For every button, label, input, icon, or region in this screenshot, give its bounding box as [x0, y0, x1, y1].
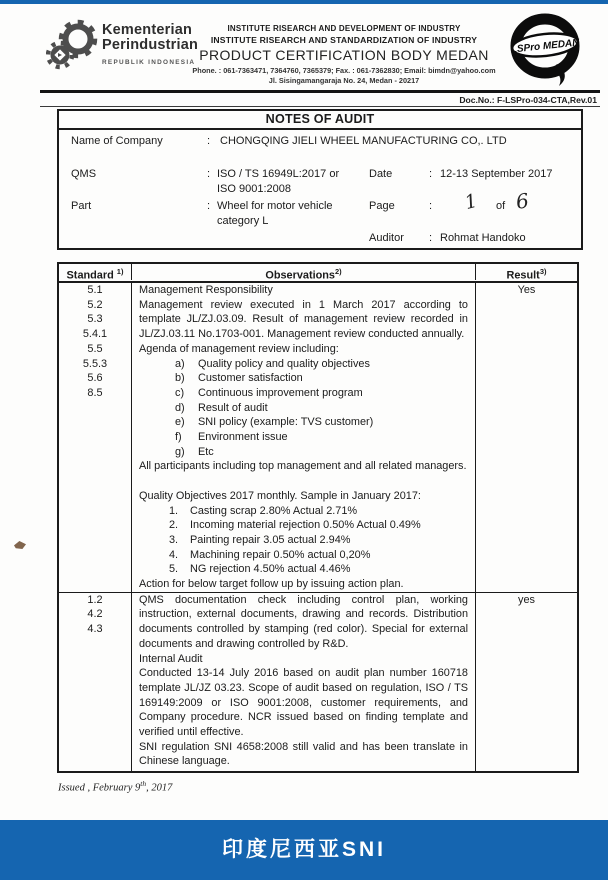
- list-marker: f): [175, 431, 182, 444]
- svg-text:LSPro MEDAN: LSPro MEDAN: [510, 37, 580, 56]
- obs-objectives-intro: Quality Objectives 2017 monthly. Sample in January 2017:: [139, 489, 421, 502]
- issued-prefix: Issued , February 9: [58, 782, 141, 794]
- part-value-line1: Wheel for motor vehicle: [217, 200, 333, 212]
- page-current-handwritten: 1: [462, 189, 480, 215]
- list-text: Continuous improvement program: [198, 386, 363, 399]
- list-item: [169, 533, 468, 548]
- standard-ref: 4.3: [87, 623, 103, 636]
- issued-ordinal: th: [140, 779, 147, 788]
- obs-paragraph: Management review executed in 1 March 2017 according to template JL/ZJ.03.09. Result of management review recorded in JL/ZJ.03.11 No.1703-001. Management review conducted annually.: [139, 298, 468, 341]
- list-text: Customer satisfaction: [198, 372, 303, 385]
- obs-subtitle: Internal Audit: [139, 652, 203, 665]
- list-item: [175, 415, 468, 430]
- list-item: [169, 562, 468, 577]
- obs-title: Management Responsibility: [139, 284, 273, 296]
- standard-cell: [59, 593, 132, 771]
- col-header-standard: [59, 264, 132, 280]
- doc-number: Doc.No.: F-LSPro-034-CTA,Rev.01: [459, 95, 597, 105]
- list-marker: 1.: [169, 504, 179, 517]
- top-accent-rule: [0, 0, 608, 4]
- company-label: Name of Company: [71, 135, 163, 147]
- letterhead: [168, 24, 520, 85]
- list-marker: g): [175, 445, 185, 458]
- list-marker: b): [175, 372, 185, 385]
- list-item: [169, 504, 468, 519]
- table-row: [59, 283, 577, 592]
- list-item: [175, 401, 468, 416]
- obs-paragraph: Conducted 13-14 July 2016 based on audit plan number 160718 template JL/JZ 03.23. Scope of audit based on regulation, ISO / TS 169149:2009 or ISO 9001:2008, customer requirements, and Company procedure. NCR issued based on finding template and verified until effective.: [139, 667, 468, 739]
- table-header-row: [59, 264, 577, 283]
- list-text: Etc: [198, 445, 214, 458]
- qms-value-line2: ISO 9001:2008: [217, 183, 292, 195]
- header-divider-rule: [40, 90, 600, 93]
- list-text: Environment issue: [198, 431, 288, 444]
- page-total-handwritten: 6: [514, 188, 531, 214]
- page-colon: :: [429, 200, 433, 212]
- page-label: Page: [369, 200, 395, 212]
- list-item: [169, 518, 468, 533]
- list-item: [175, 386, 468, 401]
- institute-line-1: INSTITUTE RISEARCH AND DEVELOPMENT OF INDUSTRY: [227, 24, 461, 33]
- certification-body-name: PRODUCT CERTIFICATION BODY MEDAN: [199, 47, 489, 63]
- standard-ref: 5.6: [87, 372, 103, 385]
- issued-line: [58, 779, 172, 794]
- standard-ref: 5.1: [87, 284, 103, 296]
- gear-icon: [46, 18, 98, 72]
- col-header-observations: [132, 264, 476, 280]
- result-cell: yes: [518, 593, 535, 606]
- list-marker: 4.: [169, 548, 179, 561]
- observations-cell: [132, 283, 476, 592]
- auditor-colon: :: [429, 232, 433, 244]
- standard-ref: 4.2: [87, 608, 103, 621]
- notes-of-audit-box: [57, 109, 583, 250]
- list-marker: 2.: [169, 519, 179, 532]
- standard-cell: [59, 283, 132, 592]
- institute-line-2: INSTITUTE RISEARCH AND STANDARDIZATION OF INDUSTRY: [210, 35, 478, 45]
- standard-ref: 5.3: [87, 313, 103, 326]
- issued-suffix: , 2017: [146, 782, 173, 794]
- spacer: [139, 474, 468, 489]
- obs-paragraph: SNI regulation SNI 4658:2008 still valid and has been translate in Chinese language.: [139, 740, 468, 768]
- list-text: Result of audit: [198, 401, 268, 414]
- date-label: Date: [369, 168, 393, 180]
- standard-ref: 5.4.1: [82, 328, 108, 341]
- result-cell: Yes: [517, 284, 536, 296]
- list-marker: d): [175, 401, 185, 414]
- list-marker: c): [175, 386, 185, 399]
- list-item: [169, 548, 468, 563]
- list-text: SNI policy (example: TVS customer): [198, 416, 374, 429]
- scan-artifact: [14, 541, 26, 549]
- list-marker: a): [175, 357, 185, 370]
- doc-number-underline: [40, 106, 600, 107]
- list-marker: 5.: [169, 563, 179, 576]
- page-of: of: [496, 200, 506, 212]
- lspro-q-icon: [500, 10, 590, 90]
- obs-action: Action for below target follow up by issuing action plan.: [139, 578, 404, 591]
- list-item: [175, 357, 468, 372]
- company-value: CHONGQING JIELI WHEEL MANUFACTURING CO,. LTD: [220, 135, 507, 147]
- standard-ref: 5.2: [87, 298, 103, 311]
- ministry-subtitle: REPUBLIK INDONESIA: [102, 59, 196, 66]
- list-marker: e): [175, 416, 185, 429]
- list-text: Casting scrap 2.80% Actual 2.71%: [190, 504, 358, 517]
- obs-paragraph: QMS documentation check including control plan, working instruction, external documents, drawing and records. Distribution documents controlled by stamping (red color). Special for external documents and drawing controlled by R&D.: [139, 593, 468, 650]
- part-colon: :: [207, 200, 211, 212]
- ministry-name-line2: Perindustrian: [102, 37, 199, 53]
- lspro-medan-logo: [500, 10, 590, 90]
- list-item: [175, 445, 468, 460]
- audit-table: [57, 262, 579, 773]
- banner-text: 印度尼西亚SNI: [221, 838, 386, 861]
- qms-label: QMS: [71, 168, 97, 180]
- part-label: Part: [71, 200, 92, 212]
- obs-agenda-intro: Agenda of management review including:: [139, 342, 339, 355]
- col-header-observations-footnote: 2): [334, 267, 342, 276]
- address-line: Jl. Sisingamangaraja No. 24, Medan - 20217: [268, 76, 420, 85]
- list-item: [175, 430, 468, 445]
- table-row: [59, 592, 577, 771]
- part-value-line2: category L: [217, 215, 269, 227]
- standard-ref: 5.5: [87, 342, 103, 355]
- qms-colon: :: [207, 168, 211, 180]
- date-colon: :: [429, 168, 433, 180]
- list-text: NG rejection 4.50% actual 4.46%: [190, 563, 351, 576]
- ministry-name-line1: Kementerian: [102, 22, 193, 38]
- standard-ref: 5.5.3: [82, 357, 108, 370]
- col-header-result: [476, 264, 577, 281]
- notes-title: NOTES OF AUDIT: [59, 111, 581, 130]
- list-text: Incoming material rejection 0.50% Actual 0.49%: [190, 519, 421, 532]
- auditor-label: Auditor: [369, 232, 404, 244]
- date-value: 12-13 September 2017: [440, 168, 553, 180]
- col-header-standard-text: Standard: [66, 269, 114, 282]
- list-text: Machining repair 0.50% actual 0,20%: [190, 548, 371, 561]
- col-header-result-footnote: 3): [539, 267, 547, 276]
- standard-ref: 1.2: [87, 593, 103, 606]
- bottom-banner: [0, 820, 608, 880]
- col-header-result-text: Result: [506, 269, 540, 282]
- obs-participants: All participants including top management and all related managers.: [139, 460, 467, 473]
- list-marker: 3.: [169, 533, 179, 546]
- observations-cell: [132, 593, 476, 771]
- qms-value-line1: ISO / TS 16949L:2017 or: [217, 168, 340, 180]
- list-text: Painting repair 3.05 actual 2.94%: [190, 533, 351, 546]
- col-header-standard-footnote: 1): [116, 267, 124, 276]
- contact-line: Phone. : 061-7363471, 7364760, 7365379; Fax. : 061-7362830; Email: bimdn@yahoo.com: [192, 66, 496, 75]
- standard-ref: 8.5: [87, 386, 103, 399]
- col-header-observations-text: Observations: [265, 269, 335, 282]
- auditor-value: Rohmat Handoko: [440, 232, 526, 244]
- list-text: Quality policy and quality objectives: [198, 357, 370, 370]
- kementerian-perindustrian-logo: [46, 18, 98, 72]
- list-item: [175, 371, 468, 386]
- company-colon: :: [207, 135, 211, 147]
